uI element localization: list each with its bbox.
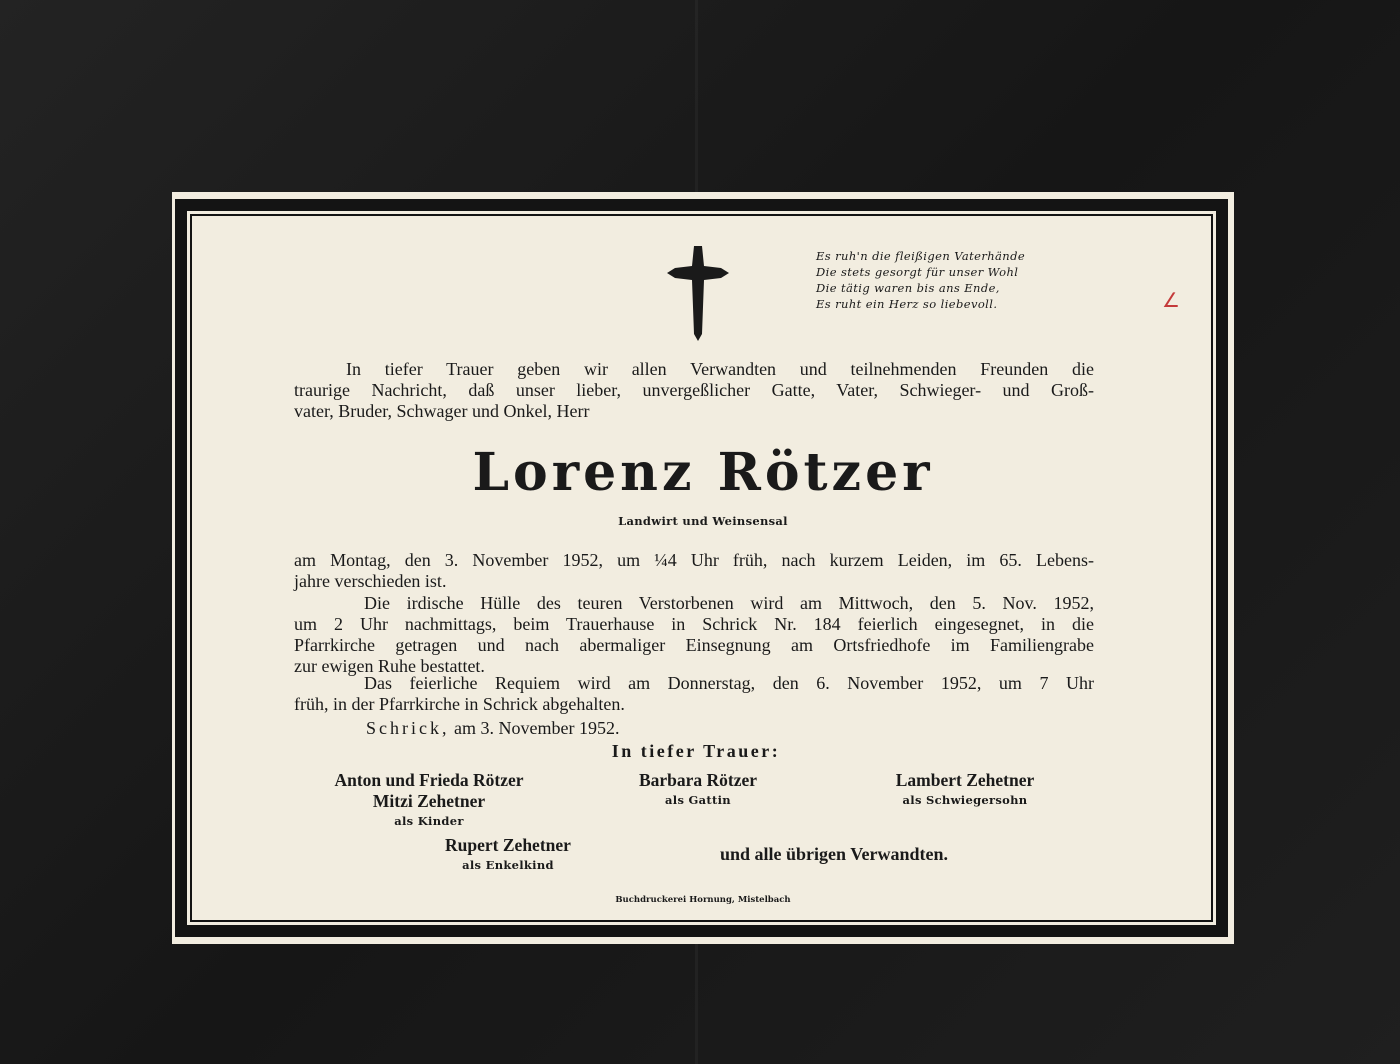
death-notice-card	[172, 192, 1234, 944]
intro-line: traurige Nachricht, daß unser lieber, unvergeßlicher Gatte, Vater, Schwieger- und Groß-	[294, 380, 1094, 400]
funeral-line: Die irdische Hülle des teuren Verstorbenen wird am Mittwoch, den 5. Nov. 1952,	[364, 593, 1094, 613]
death-line: jahre verschieden ist.	[294, 571, 447, 591]
grief-heading: In tiefer Trauer:	[611, 741, 781, 761]
intro-line: vater, Bruder, Schwager und Onkel, Herr	[294, 401, 590, 421]
funeral-line: zur ewigen Ruhe bestattet.	[294, 656, 485, 676]
widow-role: als Gattin	[665, 793, 731, 807]
cross-icon	[663, 242, 733, 344]
funeral-line: Pfarrkirche getragen und nach abermaliger Einsegnung am Ortsfriedhofe im Familiengrabe	[294, 635, 1094, 655]
signatory-widow	[578, 770, 818, 809]
notice-date: am 3. November 1952.	[449, 718, 620, 738]
intro-paragraph	[294, 359, 1094, 422]
notice-content	[172, 192, 1234, 944]
poem-line: Es ruht ein Herz so liebevoll.	[816, 297, 998, 311]
intro-line: In tiefer Trauer geben wir allen Verwandten und teilnehmenden Freunden die	[346, 359, 1094, 379]
deceased-name: Lorenz Rötzer	[472, 442, 934, 503]
children-name: Mitzi Zehetner	[372, 791, 486, 811]
death-paragraph	[294, 550, 1094, 592]
printer-credit: Buchdruckerei Hornung, Mistelbach	[615, 895, 791, 905]
poem-line: Es ruh'n die fleißigen Vaterhände	[816, 249, 1026, 263]
place-name: Schrick,	[366, 718, 450, 738]
grandchild-role: als Enkelkind	[462, 858, 554, 872]
memorial-poem	[816, 248, 1076, 312]
death-line: am Montag, den 3. November 1952, um ¼4 Uhr früh, nach kurzem Leiden, im 65. Lebens-	[294, 550, 1094, 570]
requiem-line: Das feierliche Requiem wird am Donnerstag, den 6. November 1952, um 7 Uhr	[364, 673, 1094, 693]
poem-line: Die tätig waren bis ans Ende,	[816, 281, 1000, 295]
son-in-law-name: Lambert Zehetner	[895, 770, 1035, 790]
poem-line: Die stets gesorgt für unser Wohl	[816, 265, 1019, 279]
requiem-line: früh, in der Pfarrkirche in Schrick abgehalten.	[294, 694, 625, 714]
other-relatives: und alle übrigen Verwandten.	[720, 844, 949, 864]
children-name: Anton und Frieda Rötzer	[334, 770, 524, 790]
children-role: als Kinder	[394, 814, 464, 828]
funeral-line: um 2 Uhr nachmittags, beim Trauerhause in Schrick Nr. 184 feierlich eingesegnet, in die	[294, 614, 1094, 634]
place-and-date	[366, 718, 619, 739]
son-in-law-role: als Schwiegersohn	[902, 793, 1028, 807]
requiem-paragraph	[294, 673, 1094, 715]
signatory-children	[284, 770, 574, 830]
signatory-son-in-law	[842, 770, 1088, 809]
funeral-paragraph	[294, 593, 1094, 677]
grandchild-name: Rupert Zehetner	[445, 835, 571, 855]
red-pen-mark: ∠	[1162, 288, 1180, 312]
signatory-grandchild	[408, 835, 608, 874]
widow-name: Barbara Rötzer	[638, 770, 758, 790]
deceased-occupation: Landwirt und Weinsensal	[618, 514, 788, 528]
